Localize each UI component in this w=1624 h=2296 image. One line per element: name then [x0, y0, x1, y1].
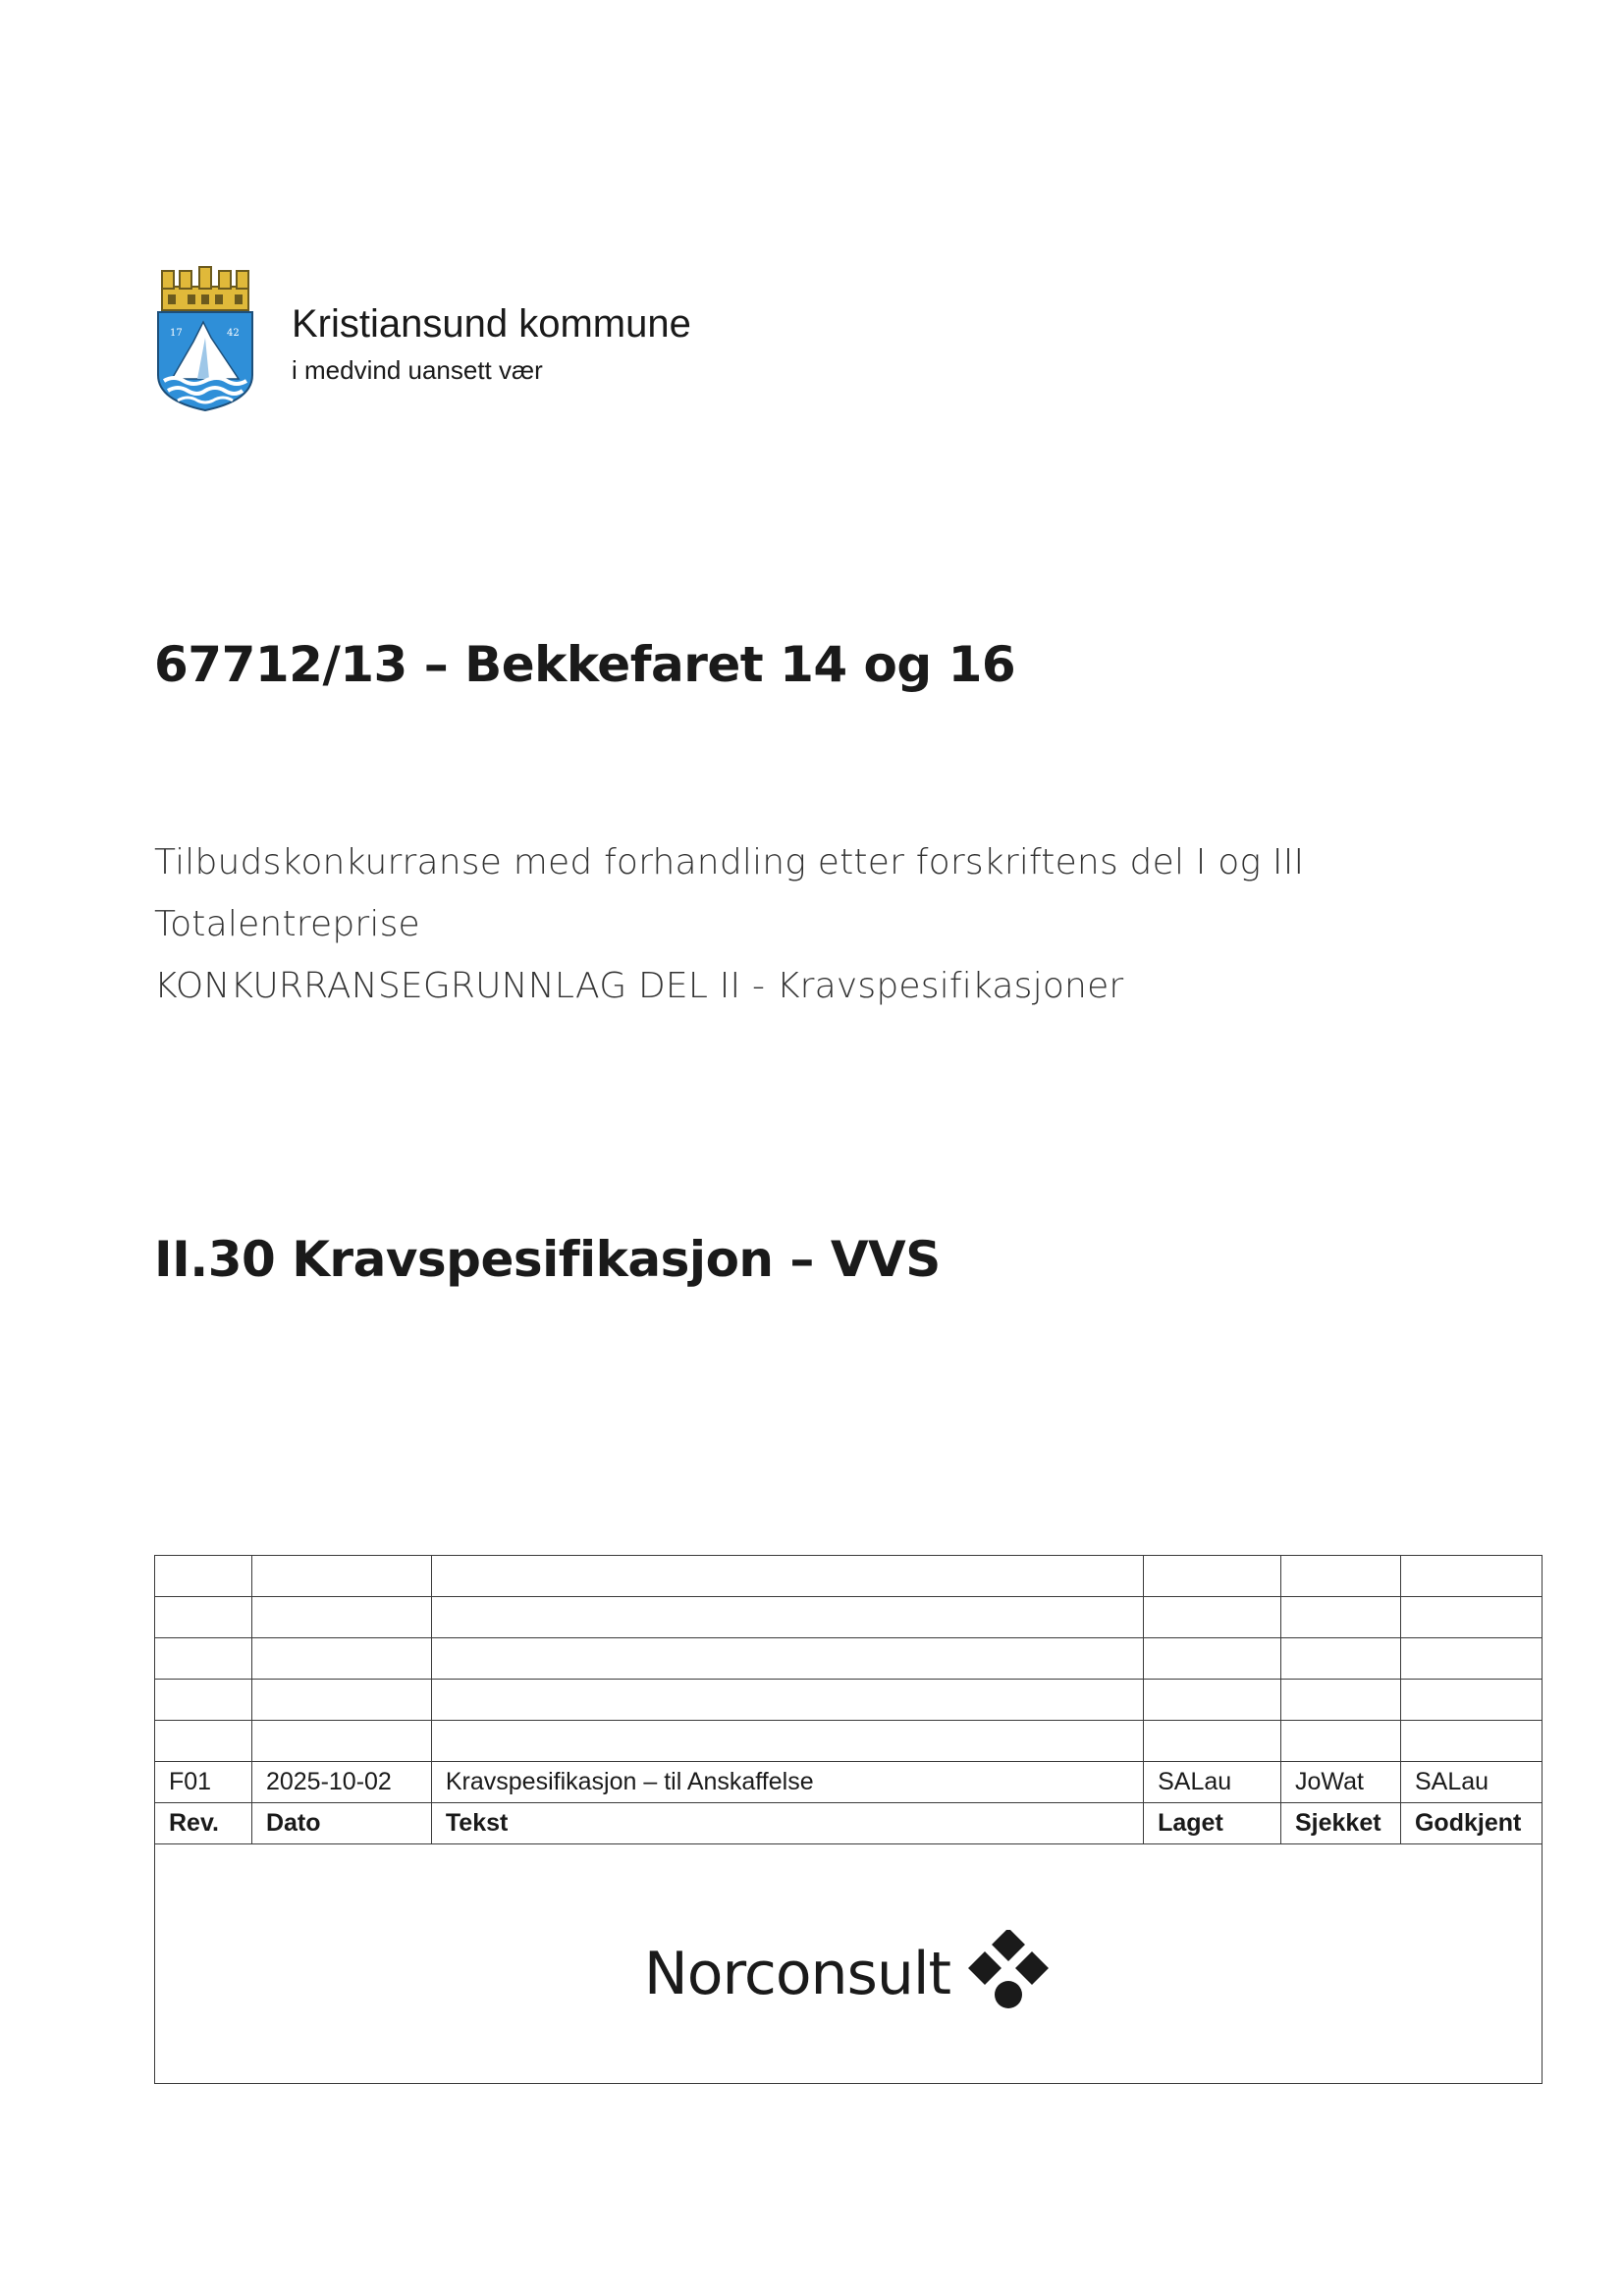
logo-row — [155, 1844, 1543, 2084]
table-row-revision — [155, 1762, 1543, 1803]
header-tekst: Tekst — [431, 1803, 1143, 1844]
cell-dato: 2025-10-02 — [251, 1762, 431, 1803]
revision-table — [154, 1555, 1543, 2084]
kristiansund-coat-of-arms-icon — [154, 265, 256, 412]
section-title: II.30 Kravspesifikasjon – VVS — [154, 1231, 941, 1288]
header-sjekket: Sjekket — [1281, 1803, 1401, 1844]
subtitle-document-part: KONKURRANSEGRUNNLAG DEL II - Kravspesifikasjoner — [154, 966, 1124, 1006]
cell-sjekket: JoWat — [1281, 1762, 1401, 1803]
header-rev: Rev. — [155, 1803, 252, 1844]
table-row-empty — [155, 1680, 1543, 1721]
norconsult-wordmark: Norconsult — [643, 1939, 951, 2008]
logo-cell — [155, 1844, 1543, 2084]
norconsult-diamond-icon — [964, 1930, 1053, 2018]
subtitle-procurement-type: Tilbudskonkurranse med forhandling etter forskriftens del I og III — [154, 842, 1305, 882]
cell-rev: F01 — [155, 1762, 252, 1803]
project-title: 67712/13 – Bekkefaret 14 og 16 — [154, 636, 1016, 693]
crest-year-right: 42 — [227, 328, 240, 339]
table-row-empty — [155, 1638, 1543, 1680]
norconsult-logo — [644, 1930, 1053, 2018]
organization-name: Kristiansund kommune — [292, 302, 691, 346]
header-dato: Dato — [251, 1803, 431, 1844]
table-row-empty — [155, 1556, 1543, 1597]
cell-tekst: Kravspesifikasjon – til Anskaffelse — [431, 1762, 1143, 1803]
crest-year-left: 17 — [170, 328, 183, 339]
header-laget: Laget — [1144, 1803, 1281, 1844]
organization-header — [154, 265, 743, 412]
organization-slogan: i medvind uansett vær — [292, 355, 543, 385]
cell-laget: SALau — [1144, 1762, 1281, 1803]
header-godkjent: Godkjent — [1400, 1803, 1542, 1844]
subtitle-contract-type: Totalentreprise — [154, 904, 420, 944]
table-row-empty — [155, 1597, 1543, 1638]
cell-godkjent: SALau — [1400, 1762, 1542, 1803]
table-row-empty — [155, 1721, 1543, 1762]
table-header-row — [155, 1803, 1543, 1844]
